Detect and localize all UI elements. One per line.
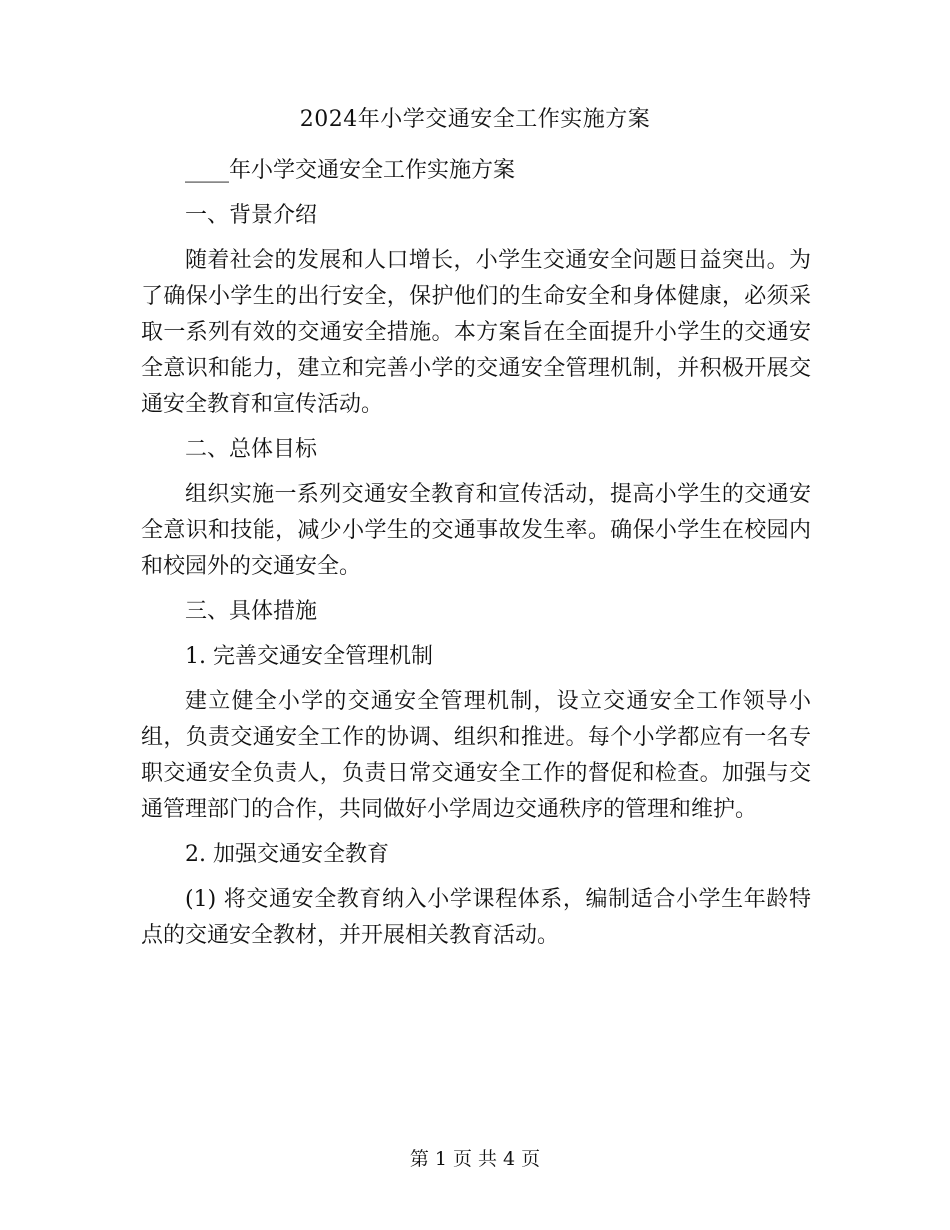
document-body	[141, 153, 811, 963]
paragraph-background: 随着社会的发展和人口增长，小学生交通安全问题日益突出。为了确保小学生的出行安全，保护他们的生命安全和身体健康，必须采取一系列有效的交通安全措施。本方案旨在全面提升小学生的交通安全意识和能力，建立和完善小学的交通安全管理机制，并积极开展交通安全教育和宣传活动。	[141, 248, 811, 417]
subheading-management: 1. 完善交通安全管理机制	[185, 644, 433, 669]
page-footer: 第 1 页 共 4 页	[409, 1148, 541, 1170]
section-heading-goals: 二、总体目标	[185, 437, 318, 462]
subheading-education: 2. 加强交通安全教育	[185, 842, 389, 867]
paragraph-goals: 组织实施一系列交通安全教育和宣传活动，提高小学生的交通安全意识和技能，减少小学生的交通事故发生率。确保小学生在校园内和校园外的交通安全。	[141, 482, 811, 579]
document-title: 2024年小学交通安全工作实施方案	[299, 107, 651, 132]
paragraph-education-1: (1) 将交通安全教育纳入小学课程体系，编制适合小学生年龄特点的交通安全教材，并开展相关教育活动。	[141, 887, 811, 948]
section-heading-background: 一、背景介绍	[185, 203, 318, 228]
paragraph-management: 建立健全小学的交通安全管理机制，设立交通安全工作领导小组，负责交通安全工作的协调、组织和推进。每个小学都应有一名专职交通安全负责人，负责日常交通安全工作的督促和检查。加强与交通管理部门的合作，共同做好小学周边交通秩序的管理和维护。	[141, 689, 811, 822]
subtitle-line: ____年小学交通安全工作实施方案	[185, 158, 516, 183]
section-heading-measures: 三、具体措施	[185, 599, 318, 624]
